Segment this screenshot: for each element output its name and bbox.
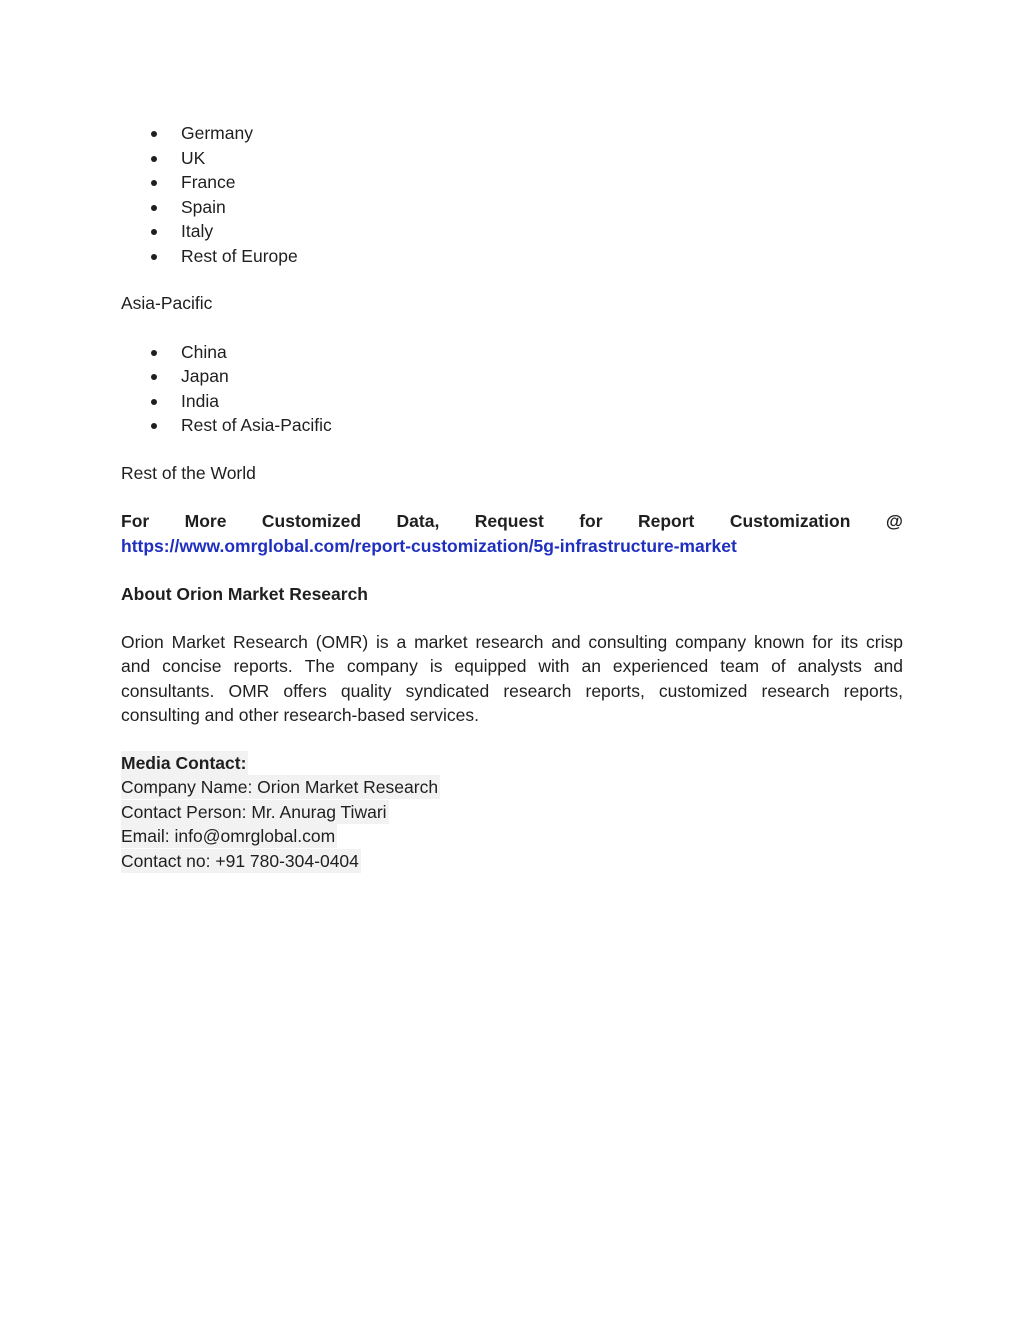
paragraph-word: research xyxy=(503,680,572,701)
paragraph-word: offers xyxy=(283,680,327,701)
bullet-icon xyxy=(151,423,157,429)
bullet-icon xyxy=(151,131,157,137)
paragraph-word: quality xyxy=(340,680,392,701)
paragraph-word: its xyxy=(840,631,859,652)
contact-phone: Contact no: +91 780-304-0404 xyxy=(121,850,359,871)
about-paragraph: Orion Market Research (OMR) is a market research and consulting company known for its crisp and concise reports. The company is equipped with an experienced team of analysts and consultants. OMR offers quality syndicated research reports, customized research reports, consulting and other research-based services. xyxy=(121,631,903,725)
paragraph-word: company xyxy=(675,631,747,652)
paragraph-word: The xyxy=(304,656,335,676)
paragraph-word: and xyxy=(873,656,903,676)
rest-of-world-heading: Rest of the World xyxy=(121,462,256,483)
bullet-icon xyxy=(151,374,157,380)
paragraph-word: with xyxy=(538,656,570,676)
paragraph-word: customized xyxy=(658,680,748,701)
paragraph-word: equipped xyxy=(454,656,527,676)
customization-request-text: For More Customized Data, Request for Report Customization @ xyxy=(121,511,903,531)
asia-pacific-heading: Asia-Pacific xyxy=(121,293,213,313)
paragraph-word: concise xyxy=(162,656,222,676)
paragraph-word: team xyxy=(720,656,760,676)
paragraph-word: of xyxy=(771,656,786,676)
about-heading: About Orion Market Research xyxy=(121,583,368,604)
paragraph-word: is xyxy=(376,631,389,652)
paragraph-word: crisp xyxy=(866,631,903,652)
paragraph-word: consulting xyxy=(588,631,668,652)
bullet-icon xyxy=(151,205,157,211)
contact-email: Email: info@omrglobal.com xyxy=(121,826,336,846)
paragraph-word: (OMR) xyxy=(315,631,369,652)
paragraph-word: reports, xyxy=(843,680,903,701)
report-customization-link[interactable]: https://www.omrglobal.com/report-customization/5g-infrastructure-market xyxy=(121,535,737,556)
paragraph-word: Market xyxy=(171,631,226,652)
paragraph-word: Orion xyxy=(121,631,164,652)
paragraph-word: and xyxy=(551,631,581,652)
bullet-icon xyxy=(151,229,157,235)
paragraph-word: consultants. xyxy=(121,680,215,701)
paragraph-word: an xyxy=(581,656,601,676)
contact-person: Contact Person: Mr. Anurag Tiwari xyxy=(121,801,387,822)
paragraph-word: for xyxy=(812,631,833,652)
paragraph-word: syndicated xyxy=(405,680,490,701)
paragraph-word: research xyxy=(475,631,544,652)
paragraph-word: and xyxy=(121,656,151,676)
paragraph-word: is xyxy=(429,656,443,676)
paragraph-word: OMR xyxy=(228,680,270,701)
media-contact-heading: Media Contact: xyxy=(121,752,247,773)
contact-company: Company Name: Orion Market Research xyxy=(121,777,439,797)
bullet-icon xyxy=(151,350,157,356)
bullet-icon xyxy=(151,156,157,162)
paragraph-word: reports, xyxy=(585,680,645,701)
bullet-icon xyxy=(151,399,157,405)
paragraph-word: reports. xyxy=(233,656,293,676)
paragraph-word: research xyxy=(761,680,830,701)
bullet-icon xyxy=(151,180,157,186)
paragraph-word: Research xyxy=(232,631,308,652)
paragraph-word: known xyxy=(753,631,805,652)
paragraph-word: market xyxy=(414,631,468,652)
bullet-icon xyxy=(151,254,157,260)
paragraph-word: a xyxy=(396,631,407,652)
paragraph-word: company xyxy=(346,656,418,676)
paragraph-word: experienced xyxy=(612,656,709,676)
paragraph-word: analysts xyxy=(797,656,862,676)
